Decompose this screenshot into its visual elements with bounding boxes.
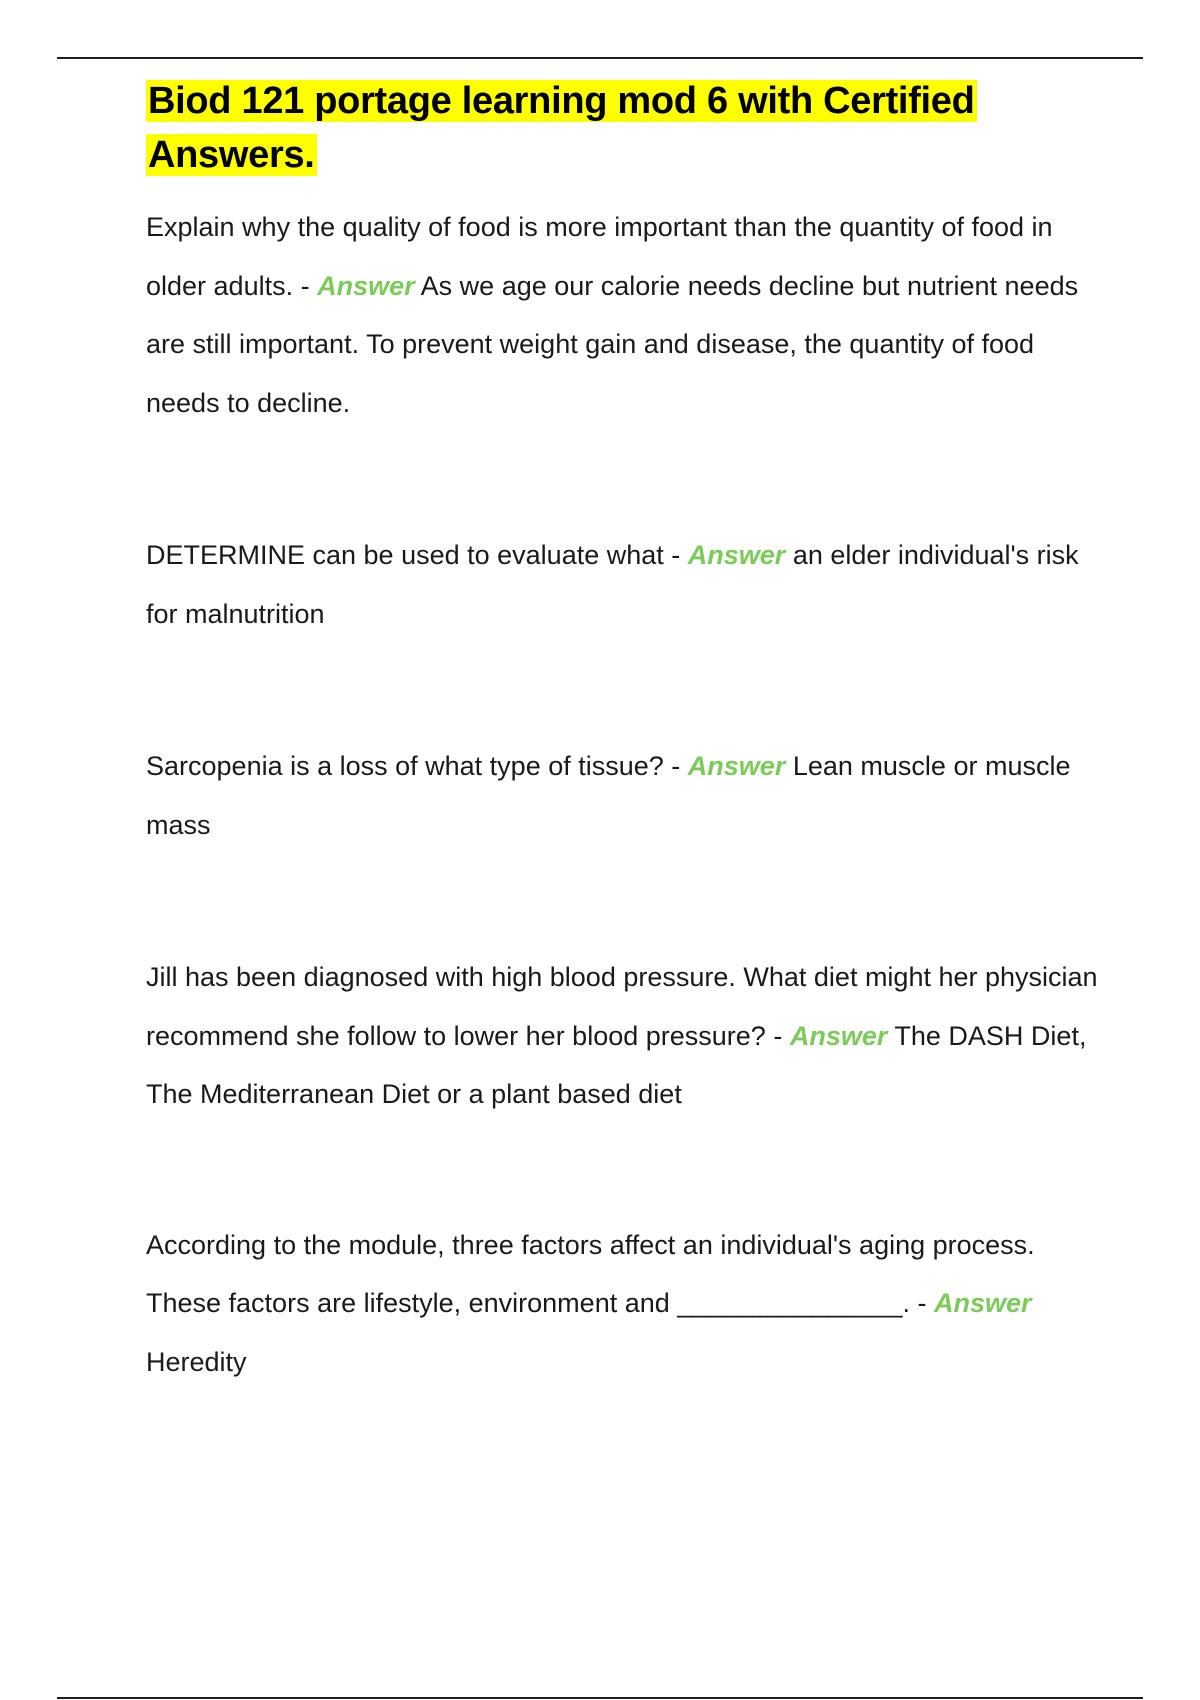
- answer-text: The DASH Diet, The Mediterranean Diet or a plant based diet: [146, 1020, 1087, 1109]
- answer-label: Answer: [317, 270, 415, 301]
- answer-text: an elder individual's risk for malnutrition: [146, 540, 1079, 629]
- question-text: Sarcopenia is a loss of what type of tissue? -: [146, 751, 681, 781]
- bottom-divider: [57, 1697, 1143, 1699]
- answer-label: Answer: [789, 1020, 888, 1051]
- question-text: Explain why the quality of food is more important than the quantity of food in older adults. -: [146, 212, 1053, 301]
- document-body: [146, 74, 1106, 1391]
- answer-text: Heredity: [146, 1346, 247, 1377]
- top-divider: [57, 57, 1143, 59]
- document-title: [146, 74, 1106, 182]
- qa-item: [146, 1216, 1106, 1392]
- answer-label: Answer: [687, 540, 786, 570]
- qa-item: [146, 198, 1106, 432]
- answer-text: Lean muscle or muscle mass: [146, 751, 1071, 840]
- qa-item: [146, 948, 1106, 1124]
- answer-text: As we age our calorie needs decline but nutrient needs are still important. To prevent weight gain and disease, the quantity of food needs to decline.: [146, 270, 1079, 418]
- question-text: DETERMINE can be used to evaluate what -: [146, 540, 681, 570]
- question-text: According to the module, three factors affect an individual's aging process. These factors are lifestyle, environment and _______________. -: [146, 1229, 1035, 1318]
- answer-label: Answer: [934, 1288, 1032, 1318]
- question-text: Jill has been diagnosed with high blood pressure. What diet might her physician recommend she follow to lower her blood pressure? -: [146, 962, 1098, 1051]
- qa-item: [146, 526, 1106, 643]
- document-title-highlight: Biod 121 portage learning mod 6 with Certified Answers.: [148, 80, 975, 176]
- answer-label: Answer: [687, 751, 786, 781]
- qa-item: [146, 737, 1106, 854]
